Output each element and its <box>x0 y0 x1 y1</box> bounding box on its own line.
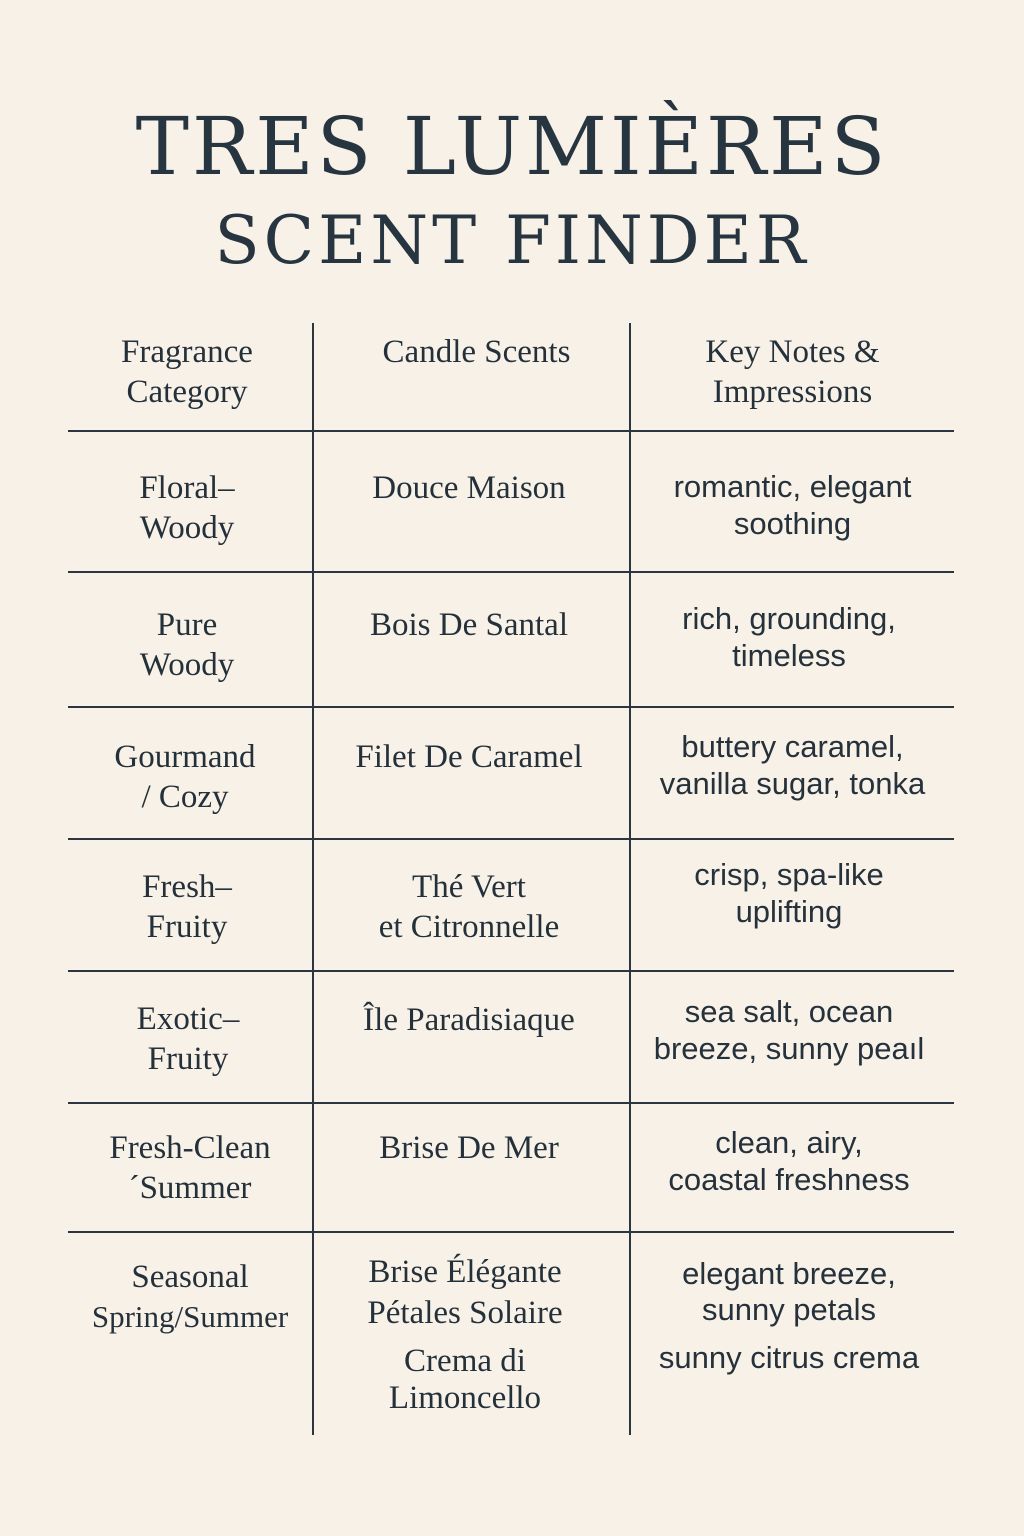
row-divider <box>68 571 954 573</box>
notes-line: coastal freshness <box>668 1162 910 1198</box>
notes-line: sunny citrus crema <box>658 1339 920 1375</box>
notes-line: breeze, sunny peaıl <box>653 1031 925 1067</box>
scent-line: Bois De Santal <box>370 607 568 643</box>
row-divider <box>68 706 954 708</box>
scent-line: et Citronnelle <box>378 908 560 945</box>
header-category-line: Fragrance <box>121 334 253 370</box>
page-subtitle: SCENT FINDER <box>214 202 810 279</box>
header-notes-line: Key Notes & <box>705 334 880 370</box>
category-line: Floral– <box>139 470 235 506</box>
scent-line: Filet De Caramel <box>355 739 583 775</box>
notes-line: vanilla sugar, tonka <box>659 766 926 802</box>
scent-line: Limoncello <box>388 1379 542 1416</box>
row-divider <box>68 1102 954 1104</box>
notes-line: sunny petals <box>701 1291 877 1327</box>
scent-line: Brise De Mer <box>379 1130 559 1166</box>
header-scents <box>314 333 639 373</box>
category-cell <box>68 606 306 685</box>
category-cell <box>68 1258 312 1335</box>
category-cell <box>68 1129 312 1208</box>
row-divider <box>68 838 954 840</box>
notes-line: crisp, spa-like <box>694 857 884 892</box>
category-line: Gourmand <box>114 739 256 775</box>
category-line: Exotic– <box>136 1001 240 1037</box>
category-line: ´Summer <box>128 1169 252 1206</box>
row-divider <box>68 430 954 432</box>
category-line: / Cozy <box>141 778 229 815</box>
scent-cell <box>314 469 624 509</box>
notes-line: sea salt, ocean <box>684 994 894 1029</box>
category-line: Seasonal <box>131 1259 249 1295</box>
row-divider <box>68 1231 954 1233</box>
row-divider <box>68 970 954 972</box>
scent-cell <box>314 1001 624 1041</box>
notes-line: soothing <box>733 506 852 542</box>
notes-line: romantic, elegant <box>673 469 912 504</box>
header-notes <box>631 333 954 412</box>
scent-line: Crema di <box>404 1342 526 1379</box>
notes-cell <box>631 1253 947 1379</box>
notes-cell <box>631 856 947 930</box>
notes-cell <box>631 728 954 802</box>
page-title: TRES LUMIÈRES <box>135 100 889 193</box>
scent-cell <box>314 738 624 778</box>
category-line: Fresh-Clean <box>109 1130 271 1166</box>
notes-line: timeless <box>732 638 846 674</box>
scent-table <box>68 323 954 1435</box>
header-category <box>68 333 306 412</box>
scent-cell <box>314 868 624 947</box>
scent-line: Île Paradisiaque <box>363 1002 575 1038</box>
notes-cell <box>631 600 947 674</box>
category-line: Woody <box>139 509 235 546</box>
notes-cell <box>631 1124 947 1198</box>
header-scents-line: Candle Scents <box>382 334 571 370</box>
notes-cell <box>631 993 947 1067</box>
scent-line: Thé Vert <box>412 869 526 905</box>
category-line: Woody <box>139 646 235 683</box>
category-cell <box>68 469 306 548</box>
scent-line: Pétales Solaire <box>367 1295 563 1332</box>
scent-line: Brise Élégante <box>368 1254 562 1290</box>
scent-cell <box>314 1129 624 1169</box>
header-notes-line: Impressions <box>712 373 873 410</box>
category-cell <box>68 738 302 817</box>
category-line: Fresh– <box>142 869 232 905</box>
notes-line: clean, airy, <box>715 1125 863 1160</box>
category-line: Fruity <box>147 1040 229 1077</box>
notes-line: uplifting <box>735 894 843 930</box>
scent-line: Douce Maison <box>372 470 566 506</box>
category-line: Fruity <box>146 908 228 945</box>
scent-cell <box>314 1252 616 1419</box>
category-cell <box>68 1000 308 1079</box>
scent-cell <box>314 606 624 646</box>
category-line: Pure <box>156 607 218 643</box>
category-line: Spring/Summer <box>91 1298 289 1334</box>
notes-line: elegant breeze, <box>682 1256 896 1291</box>
notes-line: buttery caramel, <box>681 729 904 764</box>
category-cell <box>68 868 306 947</box>
notes-line: rich, grounding, <box>682 601 896 636</box>
header-category-line: Category <box>126 373 248 410</box>
notes-cell <box>631 468 954 542</box>
